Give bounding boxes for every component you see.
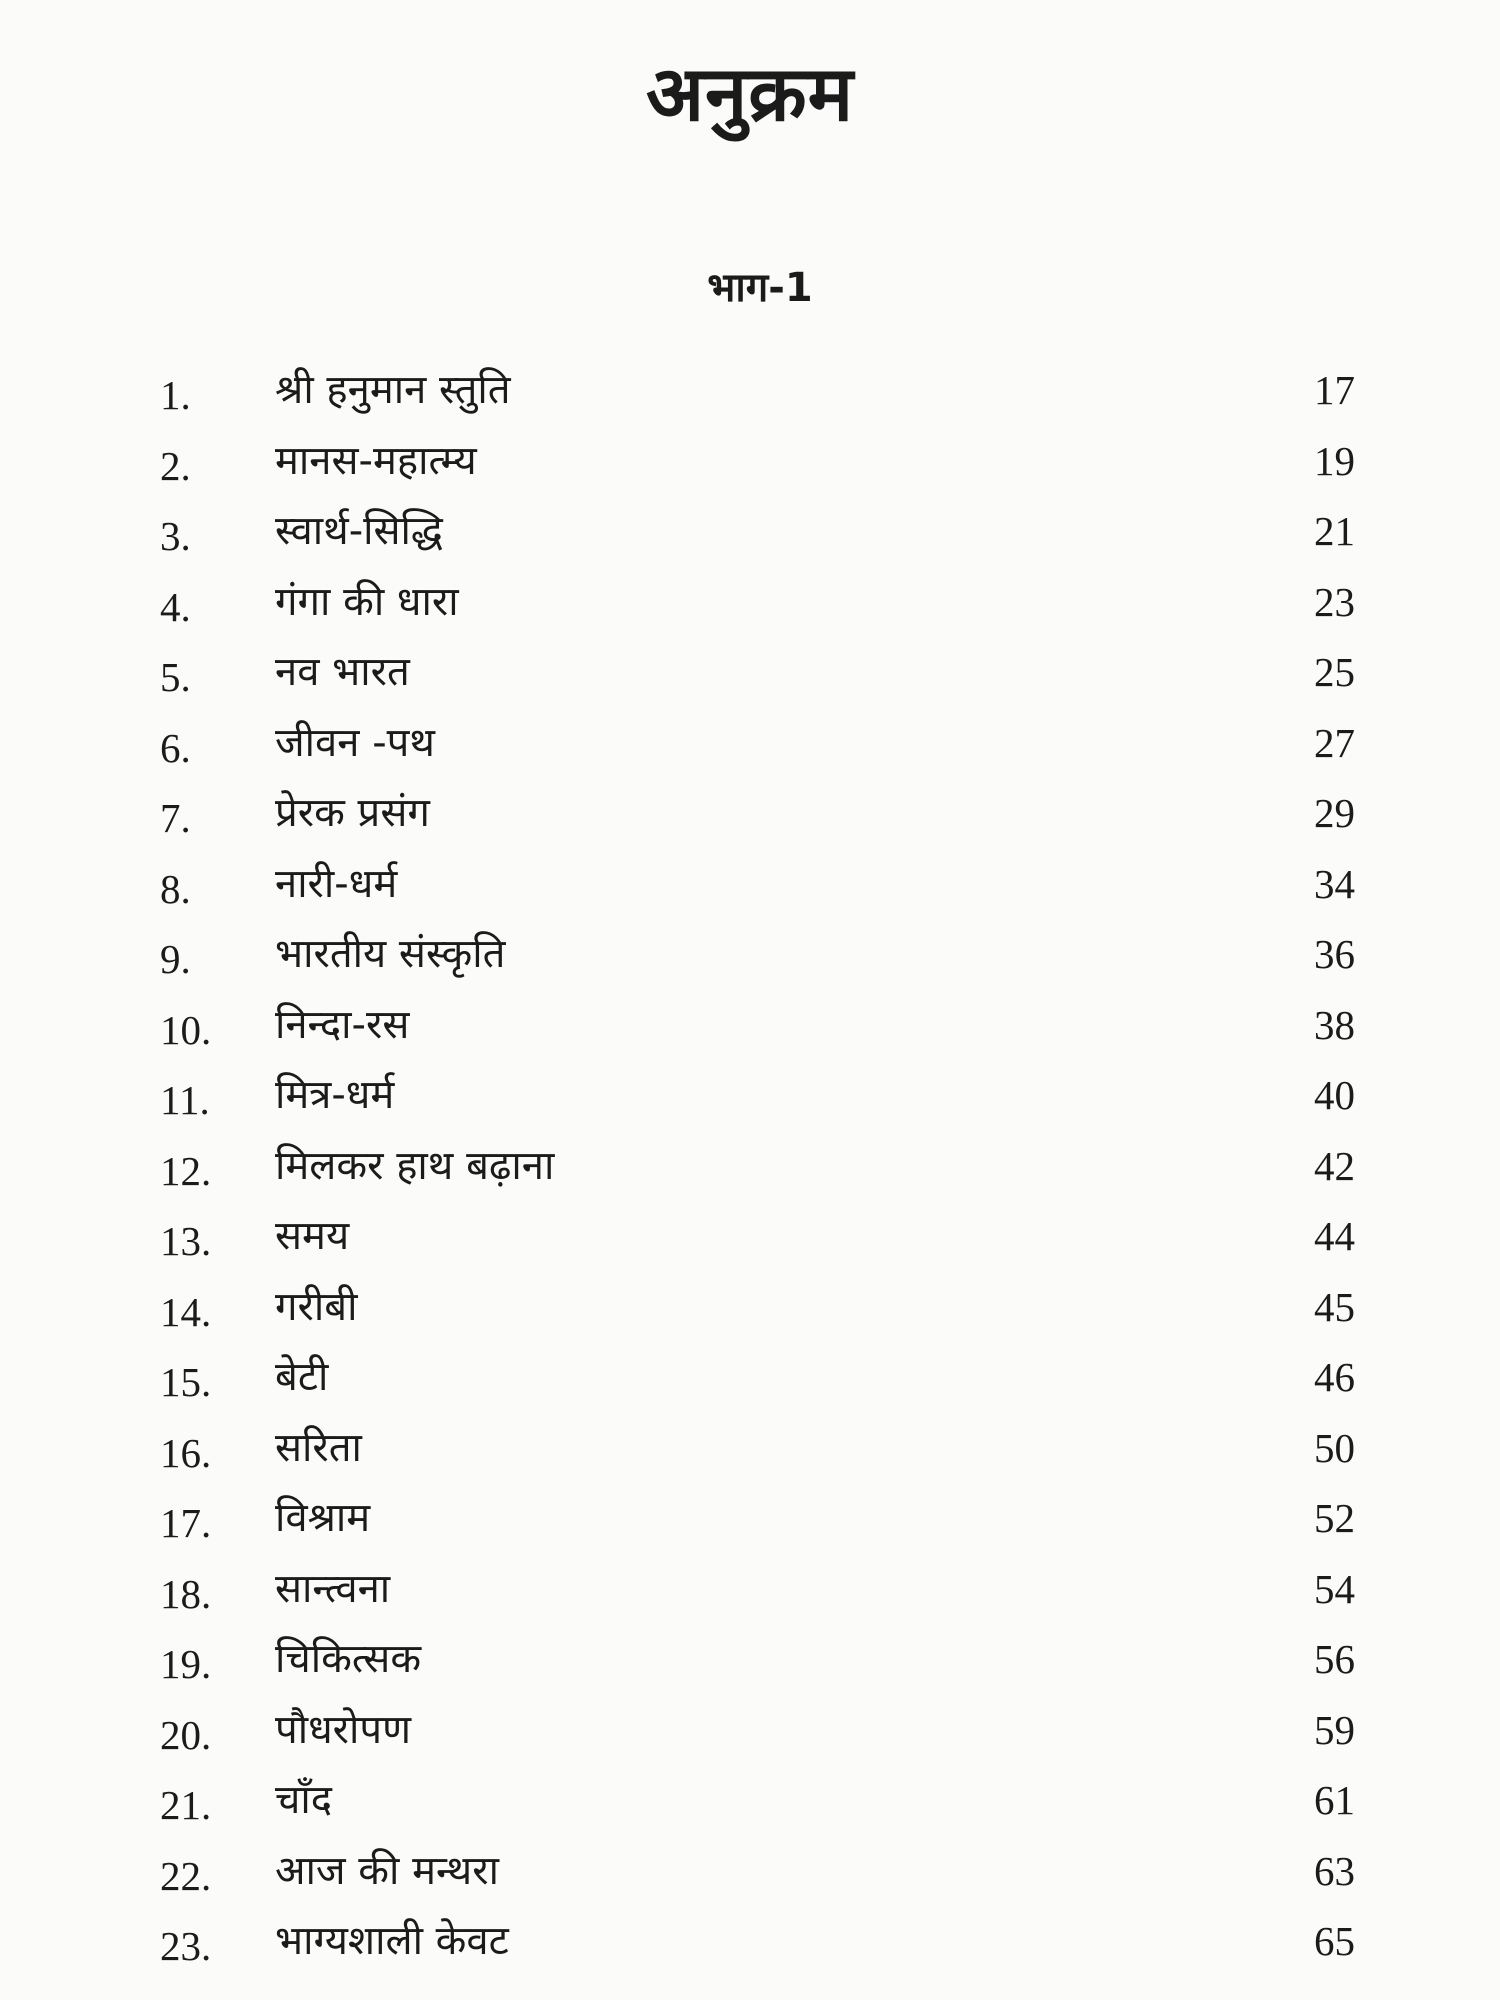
toc-entry: [155, 718, 1355, 789]
toc-entry: [155, 436, 1355, 507]
entry-title: स्वार्थ-सिद्धि: [275, 508, 443, 554]
toc-entry: [155, 929, 1355, 1000]
toc-entry: [155, 1846, 1355, 1917]
toc-entry: [155, 1705, 1355, 1776]
entry-number: 4.: [160, 583, 191, 630]
entry-title: बेटी: [275, 1354, 329, 1400]
entry-page-number: 23: [1314, 578, 1355, 625]
entry-title: मित्र-धर्म: [275, 1072, 395, 1118]
entry-title: मानस-महात्म्य: [275, 437, 477, 484]
toc-entry: [155, 1282, 1355, 1353]
entry-number: 5.: [160, 654, 191, 700]
entry-page-number: 36: [1314, 931, 1355, 977]
entry-number: 11.: [160, 1077, 210, 1123]
entry-page-number: 17: [1314, 367, 1355, 413]
entry-title: पौधरोपण: [275, 1706, 412, 1753]
entry-page-number: 52: [1314, 1495, 1355, 1541]
entry-number: 8.: [160, 865, 191, 912]
entry-title: मिलकर हाथ बढ़ाना: [275, 1142, 555, 1189]
entry-number: 16.: [160, 1429, 212, 1476]
entry-title: चिकित्सक: [275, 1636, 422, 1682]
entry-title: नव भारत: [275, 649, 410, 695]
toc-entry: [155, 859, 1355, 930]
toc-entry: [155, 1070, 1355, 1141]
entry-title: विश्राम: [275, 1495, 371, 1541]
entry-number: 2.: [160, 442, 191, 489]
entry-number: 6.: [160, 724, 191, 771]
table-of-contents: [155, 365, 1355, 1987]
entry-page-number: 54: [1314, 1565, 1355, 1612]
entry-page-number: 21: [1314, 508, 1355, 554]
entry-title: सरिता: [275, 1424, 362, 1471]
entry-title: चाँद: [275, 1777, 332, 1823]
toc-entry: [155, 1211, 1355, 1282]
entry-page-number: 59: [1314, 1706, 1355, 1753]
entry-number: 17.: [160, 1500, 212, 1546]
toc-entry: [155, 1000, 1355, 1071]
entry-page-number: 45: [1314, 1283, 1355, 1330]
entry-page-number: 46: [1314, 1354, 1355, 1400]
entry-number: 20.: [160, 1711, 212, 1758]
entry-number: 21.: [160, 1782, 212, 1828]
toc-entry: [155, 788, 1355, 859]
entry-page-number: 50: [1314, 1424, 1355, 1471]
entry-number: 15.: [160, 1359, 212, 1405]
entry-page-number: 65: [1314, 1918, 1355, 1964]
entry-title: आज की मन्थरा: [275, 1847, 499, 1894]
entry-page-number: 29: [1314, 790, 1355, 836]
entry-title: गरीबी: [275, 1283, 358, 1330]
page-title: अनुक्रम: [645, 49, 855, 138]
entry-page-number: 25: [1314, 649, 1355, 695]
entry-number: 10.: [160, 1006, 212, 1053]
entry-page-number: 27: [1314, 719, 1355, 766]
entry-page-number: 34: [1314, 860, 1355, 907]
entry-title: समय: [275, 1213, 350, 1259]
toc-entry: [155, 365, 1355, 436]
entry-page-number: 56: [1314, 1636, 1355, 1682]
entry-number: 13.: [160, 1218, 212, 1264]
entry-page-number: 40: [1314, 1072, 1355, 1118]
entry-title: नारी-धर्म: [275, 860, 398, 907]
section-heading: भाग-1: [707, 265, 813, 311]
toc-entry: [155, 1634, 1355, 1705]
entry-title: श्री हनुमान स्तुति: [275, 367, 511, 413]
toc-entry: [155, 1141, 1355, 1212]
entry-number: 12.: [160, 1147, 212, 1194]
toc-entry: [155, 1564, 1355, 1635]
toc-entry: [155, 1352, 1355, 1423]
toc-entry: [155, 577, 1355, 648]
toc-entry: [155, 1916, 1355, 1987]
entry-page-number: 44: [1314, 1213, 1355, 1259]
entry-title: निन्दा-रस: [275, 1001, 410, 1048]
entry-number: 9.: [160, 936, 191, 982]
entry-number: 1.: [160, 372, 191, 418]
toc-entry: [155, 1423, 1355, 1494]
toc-entry: [155, 1775, 1355, 1846]
entry-number: 18.: [160, 1570, 212, 1617]
entry-title: भारतीय संस्कृति: [275, 931, 506, 977]
entry-title: सान्त्वना: [275, 1565, 391, 1612]
entry-number: 19.: [160, 1641, 212, 1687]
entry-page-number: 63: [1314, 1847, 1355, 1894]
entry-number: 3.: [160, 513, 191, 559]
toc-entry: [155, 506, 1355, 577]
entry-page-number: 19: [1314, 437, 1355, 484]
entry-title: प्रेरक प्रसंग: [275, 790, 430, 836]
entry-number: 23.: [160, 1923, 212, 1969]
entry-page-number: 42: [1314, 1142, 1355, 1189]
entry-title: गंगा की धारा: [275, 578, 459, 625]
toc-entry: [155, 647, 1355, 718]
entry-number: 14.: [160, 1288, 212, 1335]
entry-title: जीवन -पथ: [275, 719, 435, 766]
entry-number: 7.: [160, 795, 191, 841]
entry-page-number: 38: [1314, 1001, 1355, 1048]
entry-number: 22.: [160, 1852, 212, 1899]
toc-entry: [155, 1493, 1355, 1564]
entry-title: भाग्यशाली केवट: [275, 1918, 509, 1964]
entry-page-number: 61: [1314, 1777, 1355, 1823]
